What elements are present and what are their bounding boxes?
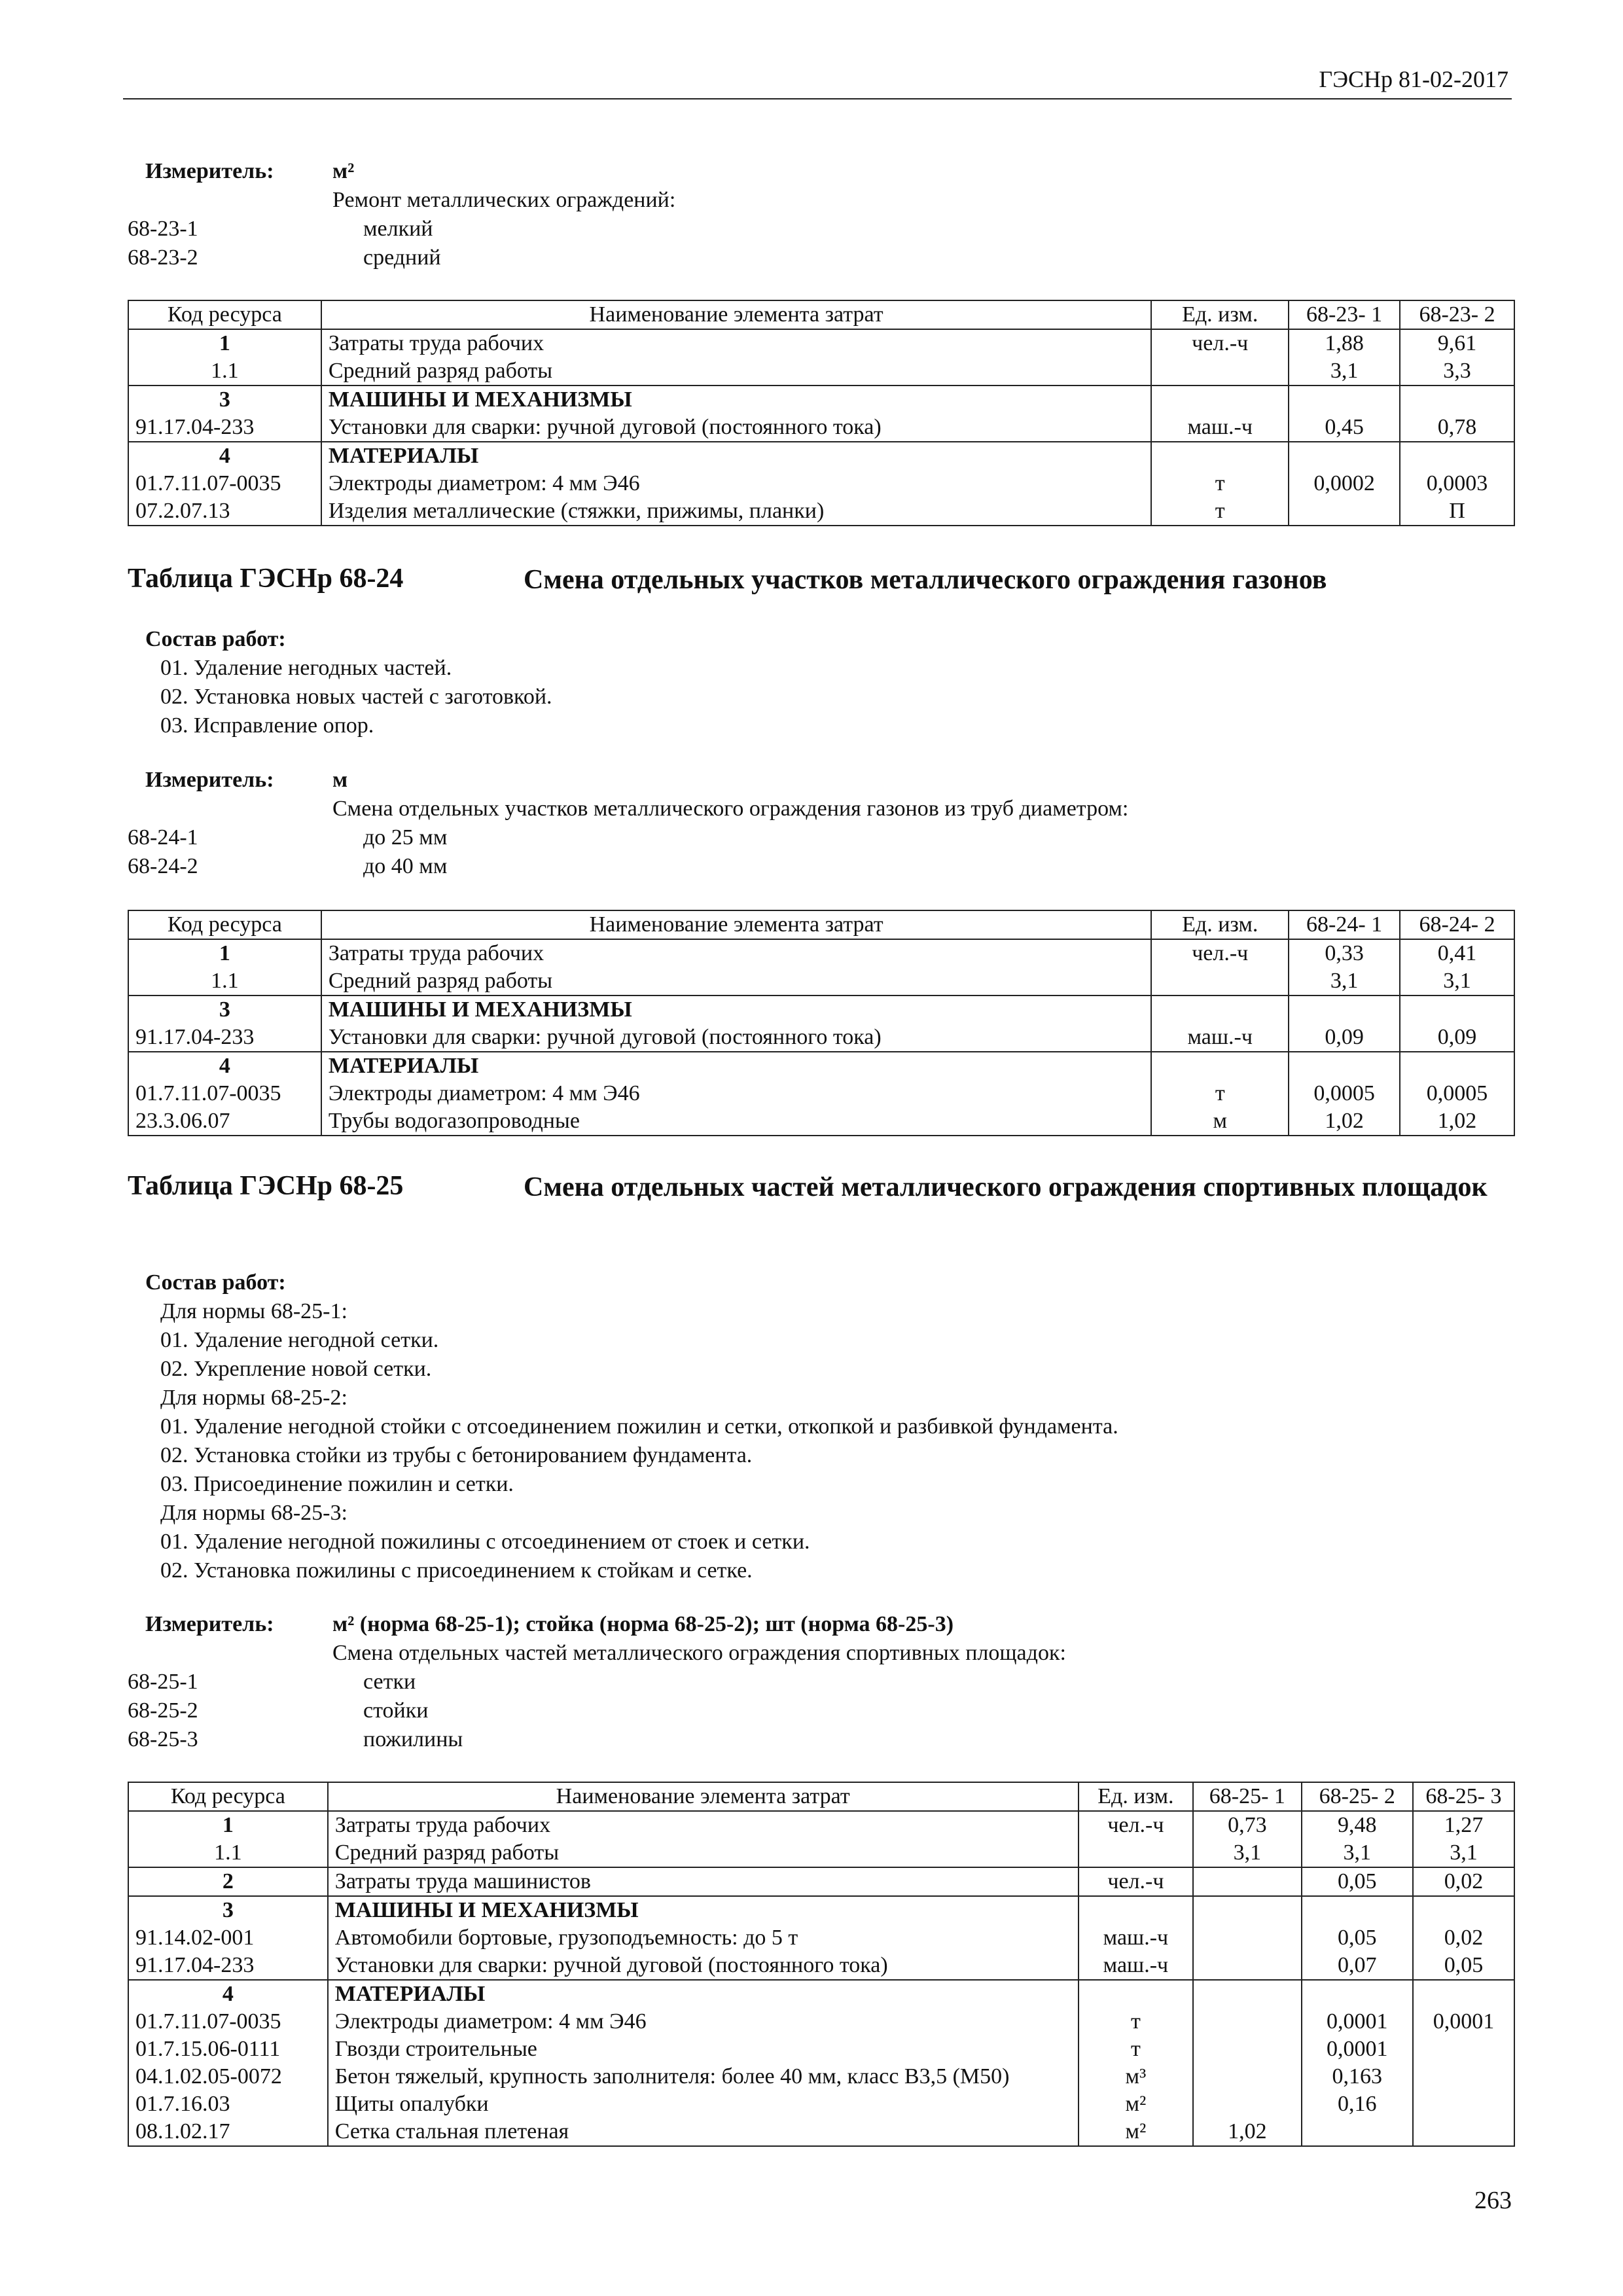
unit-cell: [1079, 1896, 1194, 1924]
resource-code-cell: 3: [128, 996, 321, 1024]
value-cell: 0,0003: [1400, 470, 1514, 497]
resource-name-cell: МАШИНЫ И МЕХАНИЗМЫ: [328, 1896, 1079, 1924]
table-row: [128, 996, 1514, 1024]
norm-item: 68-23-1 мелкий: [128, 217, 433, 241]
table-row: [128, 1107, 1514, 1136]
resource-code-cell: 91.17.04-233: [128, 414, 321, 442]
column-header: 68-25- 3: [1413, 1782, 1514, 1811]
table-row: [128, 2090, 1514, 2118]
resource-code-cell: 3: [128, 386, 321, 414]
resource-code-cell: 01.7.16.03: [128, 2090, 328, 2118]
measure-description: Смена отдельных частей металлического ограждения спортивных площадок:: [332, 1641, 1066, 1665]
table-row: [128, 967, 1514, 996]
unit-cell: [1079, 1980, 1194, 2008]
unit-cell: [1151, 357, 1289, 386]
unit-cell: т: [1151, 497, 1289, 526]
table-row: [128, 386, 1514, 414]
value-cell: [1413, 2090, 1514, 2118]
column-header: Ед. изм.: [1079, 1782, 1194, 1811]
table-row: [128, 1839, 1514, 1867]
resource-code-cell: 91.17.04-233: [128, 1952, 328, 1980]
resource-code-cell: 1.1: [128, 1839, 328, 1867]
resource-name-cell: Установки для сварки: ручной дуговой (постоянного тока): [328, 1952, 1079, 1980]
resource-name-cell: Средний разряд работы: [328, 1839, 1079, 1867]
resource-code-cell: 08.1.02.17: [128, 2118, 328, 2146]
resource-name-cell: Щиты опалубки: [328, 2090, 1079, 2118]
composition-line: 03. Присоединение пожилин и сетки.: [160, 1472, 514, 1496]
unit-cell: маш.-ч: [1151, 1024, 1289, 1052]
table-title: Таблица ГЭСНр 68-25: [128, 1171, 404, 1201]
table-row: [128, 497, 1514, 526]
resource-table-68-25: [128, 1782, 1515, 2147]
unit-cell: маш.-ч: [1079, 1952, 1194, 1980]
column-header: 68-25- 2: [1302, 1782, 1413, 1811]
norm-item: 68-24-1 до 25 мм: [128, 825, 448, 850]
unit-cell: чел.-ч: [1079, 1811, 1194, 1839]
unit-cell: м: [1151, 1107, 1289, 1136]
work-composition: [128, 1268, 1502, 1585]
table-header-row: [128, 1782, 1514, 1811]
value-cell: П: [1400, 497, 1514, 526]
section-68-24-measure: [128, 766, 1502, 881]
column-header: 68-24- 1: [1289, 910, 1400, 939]
column-header: 68-25- 1: [1193, 1782, 1301, 1811]
value-cell: 0,0001: [1413, 2008, 1514, 2036]
unit-cell: чел.-ч: [1151, 329, 1289, 357]
norm-item: 68-25-3 пожилины: [128, 1727, 463, 1751]
unit-cell: т: [1079, 2036, 1194, 2063]
measure-description: Ремонт металлических ограждений:: [332, 188, 676, 212]
resource-table-68-24: [128, 910, 1515, 1136]
value-cell: [1289, 386, 1400, 414]
resource-name-cell: Сетка стальная плетеная: [328, 2118, 1079, 2146]
resource-code-cell: 01.7.11.07-0035: [128, 2008, 328, 2036]
value-cell: 0,05: [1413, 1952, 1514, 1980]
value-cell: [1193, 2008, 1301, 2036]
value-cell: 0,09: [1400, 1024, 1514, 1052]
table-row: [128, 2118, 1514, 2146]
resource-table-68-23: [128, 300, 1515, 526]
value-cell: 0,0002: [1289, 470, 1400, 497]
resource-name-cell: Электроды диаметром: 4 мм Э46: [321, 470, 1152, 497]
composition-line: Для нормы 68-25-1:: [160, 1299, 348, 1323]
unit-cell: [1079, 1839, 1194, 1867]
measure-value: м: [332, 768, 348, 792]
value-cell: [1193, 1924, 1301, 1952]
value-cell: 3,1: [1302, 1839, 1413, 1867]
norm-item: 68-25-2 стойки: [128, 1698, 429, 1723]
table-row: [128, 2008, 1514, 2036]
unit-cell: [1151, 967, 1289, 996]
table-row: [128, 470, 1514, 497]
value-cell: 9,48: [1302, 1811, 1413, 1839]
unit-cell: чел.-ч: [1079, 1867, 1194, 1896]
value-cell: [1413, 1896, 1514, 1924]
value-cell: [1400, 442, 1514, 470]
table-row: [128, 329, 1514, 357]
value-cell: 0,16: [1302, 2090, 1413, 2118]
composition-line: Для нормы 68-25-2:: [160, 1386, 348, 1410]
value-cell: 0,0005: [1289, 1080, 1400, 1107]
resource-name-cell: Затраты труда рабочих: [321, 939, 1152, 967]
value-cell: 0,163: [1302, 2063, 1413, 2090]
resource-name-cell: Затраты труда рабочих: [321, 329, 1152, 357]
value-cell: 0,05: [1302, 1867, 1413, 1896]
value-cell: [1400, 386, 1514, 414]
resource-name-cell: Электроды диаметром: 4 мм Э46: [321, 1080, 1152, 1107]
table-name: Смена отдельных частей металлического ограждения спортивных площадок: [524, 1172, 1488, 1202]
value-cell: 0,07: [1302, 1952, 1413, 1980]
resource-name-cell: Установки для сварки: ручной дуговой (постоянного тока): [321, 1024, 1152, 1052]
measure-value: м² (норма 68-25-1); стойка (норма 68-25-2); шт (норма 68-25-3): [332, 1612, 954, 1636]
header-divider: [123, 98, 1512, 99]
value-cell: 3,1: [1289, 357, 1400, 386]
table-row: [128, 1952, 1514, 1980]
unit-cell: т: [1151, 470, 1289, 497]
resource-name-cell: МАТЕРИАЛЫ: [321, 1052, 1152, 1080]
value-cell: [1302, 1896, 1413, 1924]
value-cell: 1,88: [1289, 329, 1400, 357]
table-header-row: [128, 300, 1514, 329]
value-cell: [1400, 996, 1514, 1024]
resource-name-cell: Изделия металлические (стяжки, прижимы, планки): [321, 497, 1152, 526]
value-cell: [1289, 1052, 1400, 1080]
norm-item: 68-23-2 средний: [128, 245, 441, 270]
value-cell: 0,45: [1289, 414, 1400, 442]
value-cell: [1289, 996, 1400, 1024]
table-row: [128, 1980, 1514, 2008]
value-cell: [1413, 2118, 1514, 2146]
resource-code-cell: 91.14.02-001: [128, 1924, 328, 1952]
table-row: [128, 1867, 1514, 1896]
table-row: [128, 357, 1514, 386]
composition-title: Состав работ:: [145, 1270, 286, 1295]
unit-cell: [1151, 996, 1289, 1024]
norm-item: 68-25-1 сетки: [128, 1670, 416, 1694]
resource-name-cell: Средний разряд работы: [321, 967, 1152, 996]
table-name: Смена отдельных участков металлического ограждения газонов: [524, 565, 1327, 595]
resource-code-cell: 1: [128, 329, 321, 357]
unit-cell: м²: [1079, 2090, 1194, 2118]
resource-code-cell: 04.1.02.05-0072: [128, 2063, 328, 2090]
composition-line: Для нормы 68-25-3:: [160, 1501, 348, 1525]
composition-line: 01. Удаление негодной пожилины с отсоединением от стоек и сетки.: [160, 1530, 810, 1554]
resource-name-cell: Средний разряд работы: [321, 357, 1152, 386]
measure-value: м²: [332, 159, 355, 183]
unit-cell: [1151, 442, 1289, 470]
unit-cell: маш.-ч: [1079, 1924, 1194, 1952]
value-cell: 1,02: [1400, 1107, 1514, 1136]
unit-cell: т: [1079, 2008, 1194, 2036]
value-cell: 0,78: [1400, 414, 1514, 442]
resource-code-cell: 01.7.11.07-0035: [128, 470, 321, 497]
value-cell: 0,05: [1302, 1924, 1413, 1952]
table-row: [128, 1080, 1514, 1107]
value-cell: 1,02: [1289, 1107, 1400, 1136]
composition-line: 02. Установка пожилины с присоединением к стойкам и сетке.: [160, 1558, 753, 1583]
resource-code-cell: 01.7.15.06-0111: [128, 2036, 328, 2063]
composition-line: 01. Удаление негодной сетки.: [160, 1328, 439, 1352]
resource-name-cell: Бетон тяжелый, крупность заполнителя: более 40 мм, класс В3,5 (М50): [328, 2063, 1079, 2090]
composition-line: 02. Установка стойки из трубы с бетонированием фундамента.: [160, 1443, 753, 1467]
section-68-23-measure: [128, 157, 1502, 272]
composition-line: 02. Установка новых частей с заготовкой.: [160, 685, 552, 709]
table-row: [128, 1052, 1514, 1080]
value-cell: [1193, 1952, 1301, 1980]
value-cell: 3,1: [1289, 967, 1400, 996]
value-cell: 1,27: [1413, 1811, 1514, 1839]
measure-label: Измеритель:: [145, 768, 274, 792]
document-code: ГЭСНр 81-02-2017: [1319, 66, 1508, 92]
value-cell: [1400, 1052, 1514, 1080]
column-header: Код ресурса: [128, 300, 321, 329]
value-cell: [1193, 2063, 1301, 2090]
resource-code-cell: 91.17.04-233: [128, 1024, 321, 1052]
value-cell: 0,0001: [1302, 2036, 1413, 2063]
column-header: Наименование элемента затрат: [321, 910, 1152, 939]
value-cell: [1302, 1980, 1413, 2008]
unit-cell: чел.-ч: [1151, 939, 1289, 967]
section-68-25-measure: [128, 1610, 1502, 1754]
composition-line: 01. Удаление негодных частей.: [160, 656, 452, 680]
measure-description: Смена отдельных участков металлического ограждения газонов из труб диаметром:: [332, 797, 1129, 821]
value-cell: 0,0005: [1400, 1080, 1514, 1107]
resource-code-cell: 1.1: [128, 967, 321, 996]
resource-name-cell: Гвозди строительные: [328, 2036, 1079, 2063]
resource-name-cell: Автомобили бортовые, грузоподъемность: до 5 т: [328, 1924, 1079, 1952]
value-cell: [1289, 442, 1400, 470]
value-cell: [1413, 2036, 1514, 2063]
value-cell: [1413, 1980, 1514, 2008]
unit-cell: м²: [1079, 2118, 1194, 2146]
resource-name-cell: МАШИНЫ И МЕХАНИЗМЫ: [321, 996, 1152, 1024]
unit-cell: [1151, 386, 1289, 414]
resource-name-cell: МАШИНЫ И МЕХАНИЗМЫ: [321, 386, 1152, 414]
value-cell: 9,61: [1400, 329, 1514, 357]
resource-code-cell: 4: [128, 1052, 321, 1080]
value-cell: [1289, 497, 1400, 526]
resource-code-cell: 4: [128, 442, 321, 470]
resource-name-cell: Трубы водогазопроводные: [321, 1107, 1152, 1136]
table-title: Таблица ГЭСНр 68-24: [128, 564, 404, 594]
resource-name-cell: МАТЕРИАЛЫ: [328, 1980, 1079, 2008]
unit-cell: м³: [1079, 2063, 1194, 2090]
resource-code-cell: 07.2.07.13: [128, 497, 321, 526]
value-cell: 0,33: [1289, 939, 1400, 967]
value-cell: 0,0001: [1302, 2008, 1413, 2036]
measure-label: Измеритель:: [145, 1612, 274, 1636]
value-cell: [1193, 1980, 1301, 2008]
resource-name-cell: Установки для сварки: ручной дуговой (постоянного тока): [321, 414, 1152, 442]
value-cell: [1193, 2036, 1301, 2063]
value-cell: [1193, 1867, 1301, 1896]
value-cell: [1413, 2063, 1514, 2090]
table-row: [128, 1924, 1514, 1952]
value-cell: [1193, 1896, 1301, 1924]
work-composition: [128, 625, 1502, 740]
value-cell: [1193, 2090, 1301, 2118]
resource-name-cell: Электроды диаметром: 4 мм Э46: [328, 2008, 1079, 2036]
value-cell: 0,73: [1193, 1811, 1301, 1839]
table-row: [128, 2036, 1514, 2063]
resource-code-cell: 01.7.11.07-0035: [128, 1080, 321, 1107]
column-header: 68-24- 2: [1400, 910, 1514, 939]
norm-item: 68-24-2 до 40 мм: [128, 854, 448, 878]
table-row: [128, 1811, 1514, 1839]
value-cell: [1302, 2118, 1413, 2146]
resource-code-cell: 1: [128, 939, 321, 967]
table-row: [128, 414, 1514, 442]
column-header: Наименование элемента затрат: [328, 1782, 1079, 1811]
value-cell: 0,41: [1400, 939, 1514, 967]
value-cell: 3,1: [1400, 967, 1514, 996]
resource-name-cell: Затраты труда машинистов: [328, 1867, 1079, 1896]
resource-code-cell: 1.1: [128, 357, 321, 386]
value-cell: 1,02: [1193, 2118, 1301, 2146]
table-row: [128, 1896, 1514, 1924]
measure-label: Измеритель:: [145, 159, 274, 183]
value-cell: 3,3: [1400, 357, 1514, 386]
resource-code-cell: 4: [128, 1980, 328, 2008]
table-row: [128, 2063, 1514, 2090]
table-row: [128, 939, 1514, 967]
column-header: 68-23- 2: [1400, 300, 1514, 329]
unit-cell: т: [1151, 1080, 1289, 1107]
page-number: 263: [1474, 2187, 1512, 2214]
column-header: Наименование элемента затрат: [321, 300, 1152, 329]
column-header: Код ресурса: [128, 1782, 328, 1811]
unit-cell: маш.-ч: [1151, 414, 1289, 442]
resource-code-cell: 3: [128, 1896, 328, 1924]
composition-line: 03. Исправление опор.: [160, 713, 374, 738]
composition-title: Состав работ:: [145, 627, 286, 651]
table-header-row: [128, 910, 1514, 939]
value-cell: 3,1: [1193, 1839, 1301, 1867]
unit-cell: [1151, 1052, 1289, 1080]
composition-line: 01. Удаление негодной стойки с отсоединением пожилин и сетки, откопкой и разбивкой фундамента.: [160, 1414, 1118, 1439]
column-header: Ед. изм.: [1151, 300, 1289, 329]
composition-line: 02. Укрепление новой сетки.: [160, 1357, 432, 1381]
value-cell: 0,09: [1289, 1024, 1400, 1052]
resource-name-cell: Затраты труда рабочих: [328, 1811, 1079, 1839]
table-row: [128, 1024, 1514, 1052]
value-cell: 0,02: [1413, 1867, 1514, 1896]
resource-name-cell: МАТЕРИАЛЫ: [321, 442, 1152, 470]
column-header: 68-23- 1: [1289, 300, 1400, 329]
resource-code-cell: 23.3.06.07: [128, 1107, 321, 1136]
column-header: Ед. изм.: [1151, 910, 1289, 939]
value-cell: 3,1: [1413, 1839, 1514, 1867]
table-row: [128, 442, 1514, 470]
column-header: Код ресурса: [128, 910, 321, 939]
value-cell: 0,02: [1413, 1924, 1514, 1952]
resource-code-cell: 2: [128, 1867, 328, 1896]
resource-code-cell: 1: [128, 1811, 328, 1839]
